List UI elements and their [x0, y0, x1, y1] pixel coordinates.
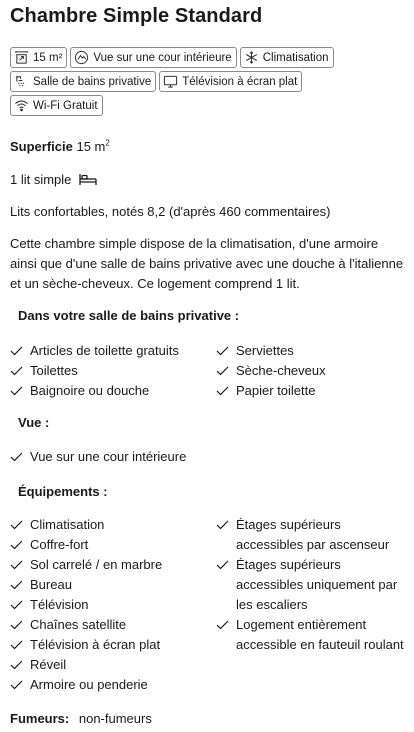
list-item-label: Chaînes satellite — [30, 617, 127, 632]
check-icon — [10, 655, 24, 675]
list-item-label: Serviettes — [236, 343, 294, 358]
smoking-label: Fumeurs: — [10, 711, 70, 726]
check-icon — [216, 555, 230, 575]
list-item — [10, 515, 220, 535]
chip-area — [10, 47, 67, 68]
list-item — [10, 555, 220, 575]
snowflake-icon — [244, 50, 259, 65]
list-item — [10, 595, 220, 615]
list-item-label: Coffre-fort — [30, 537, 89, 552]
list-item-label: Climatisation — [30, 517, 105, 532]
list-item — [10, 535, 220, 555]
check-icon — [10, 615, 24, 635]
smoking-policy — [10, 711, 152, 726]
list-item — [10, 675, 220, 695]
bed-rating: Lits confortables, notés 8,2 (d'après 460 commentaires) — [10, 204, 331, 219]
list-item-label: Articles de toilette gratuits — [30, 343, 179, 358]
view-section-title: Vue : — [18, 415, 50, 430]
check-icon — [216, 341, 230, 361]
list-item-label: Étages supérieurs accessibles uniquement par les escaliers — [236, 557, 398, 612]
list-item — [10, 381, 220, 401]
check-icon — [10, 595, 24, 615]
check-icon — [216, 515, 230, 535]
list-item-label: Vue sur une cour intérieure — [30, 449, 187, 464]
list-item — [216, 615, 408, 655]
list-item-label: Bureau — [30, 577, 72, 592]
list-item — [216, 515, 408, 555]
check-icon — [216, 361, 230, 381]
facility-chips — [10, 47, 410, 119]
equipment-list-col2 — [216, 515, 408, 655]
room-size-unit-sup: 2 — [105, 138, 110, 148]
list-item — [10, 635, 220, 655]
check-icon — [10, 447, 24, 467]
check-icon — [10, 555, 24, 575]
bed-text: 1 lit simple — [10, 172, 72, 187]
room-description: Cette chambre simple dispose de la climatisation, d'une armoire ainsi que d'une salle de bains privative avec une douche à l'italienne et un sèche-cheveux. Ce logement comprend 1 lit. — [10, 236, 404, 291]
check-icon — [10, 575, 24, 595]
list-item — [10, 361, 220, 381]
chip-bathroom — [10, 71, 156, 92]
chip-tv-label: Télévision à écran plat — [182, 75, 298, 88]
list-item-label: Armoire ou penderie — [30, 677, 148, 692]
chip-area-label: 15 m² — [33, 51, 63, 64]
check-icon — [10, 341, 24, 361]
list-item-label: Logement entièrement accessible en fauteuil roulant — [236, 617, 404, 652]
bathroom-section-title: Dans votre salle de bains privative : — [18, 308, 240, 323]
check-icon — [216, 381, 230, 401]
list-item-label: Télévision — [30, 597, 89, 612]
room-size — [10, 139, 110, 154]
bed-info — [10, 172, 97, 187]
list-item — [10, 615, 220, 635]
check-icon — [10, 635, 24, 655]
smoking-value: non-fumeurs — [78, 711, 152, 726]
list-item-label: Baignoire ou douche — [30, 383, 150, 398]
check-icon — [10, 675, 24, 695]
room-size-value: 15 m — [76, 139, 106, 154]
check-icon — [10, 515, 24, 535]
bed-icon — [79, 172, 97, 186]
chip-aircon — [240, 47, 334, 68]
list-item — [10, 447, 310, 467]
check-icon — [216, 615, 230, 635]
bathroom-list-col1 — [10, 341, 220, 401]
list-item-label: Papier toilette — [236, 383, 316, 398]
check-icon — [10, 535, 24, 555]
list-item — [216, 555, 408, 615]
view-icon — [74, 50, 89, 65]
list-item — [216, 381, 406, 401]
wifi-icon — [14, 98, 29, 113]
check-icon — [10, 361, 24, 381]
bathroom-list-col2 — [216, 341, 406, 401]
list-item — [216, 361, 406, 381]
list-item-label: Toilettes — [30, 363, 78, 378]
list-item — [10, 575, 220, 595]
view-list — [10, 447, 310, 467]
list-item — [216, 341, 406, 361]
chip-bathroom-label: Salle de bains privative — [33, 75, 152, 88]
room-title: Chambre Simple Standard — [10, 5, 263, 27]
list-item-label: Réveil — [30, 657, 67, 672]
chip-tv — [159, 71, 302, 92]
chip-wifi-label: Wi-Fi Gratuit — [33, 99, 98, 112]
list-item-label: Sol carrelé / en marbre — [30, 557, 163, 572]
list-item-label: Étages supérieurs accessibles par ascenseur — [236, 517, 390, 552]
chip-aircon-label: Climatisation — [262, 51, 329, 64]
tv-icon — [163, 74, 178, 89]
chip-view-label: Vue sur une cour intérieure — [93, 51, 232, 64]
chip-view — [70, 47, 236, 68]
room-size-label: Superficie — [10, 139, 73, 154]
bath-icon — [14, 74, 29, 89]
equipment-list-col1 — [10, 515, 220, 695]
list-item-label: Sèche-cheveux — [236, 363, 326, 378]
list-item — [10, 655, 220, 675]
check-icon — [10, 381, 24, 401]
list-item — [10, 341, 220, 361]
equipment-section-title: Équipements : — [18, 484, 108, 499]
area-icon — [14, 50, 29, 65]
list-item-label: Télévision à écran plat — [30, 637, 161, 652]
chip-wifi — [10, 95, 103, 116]
